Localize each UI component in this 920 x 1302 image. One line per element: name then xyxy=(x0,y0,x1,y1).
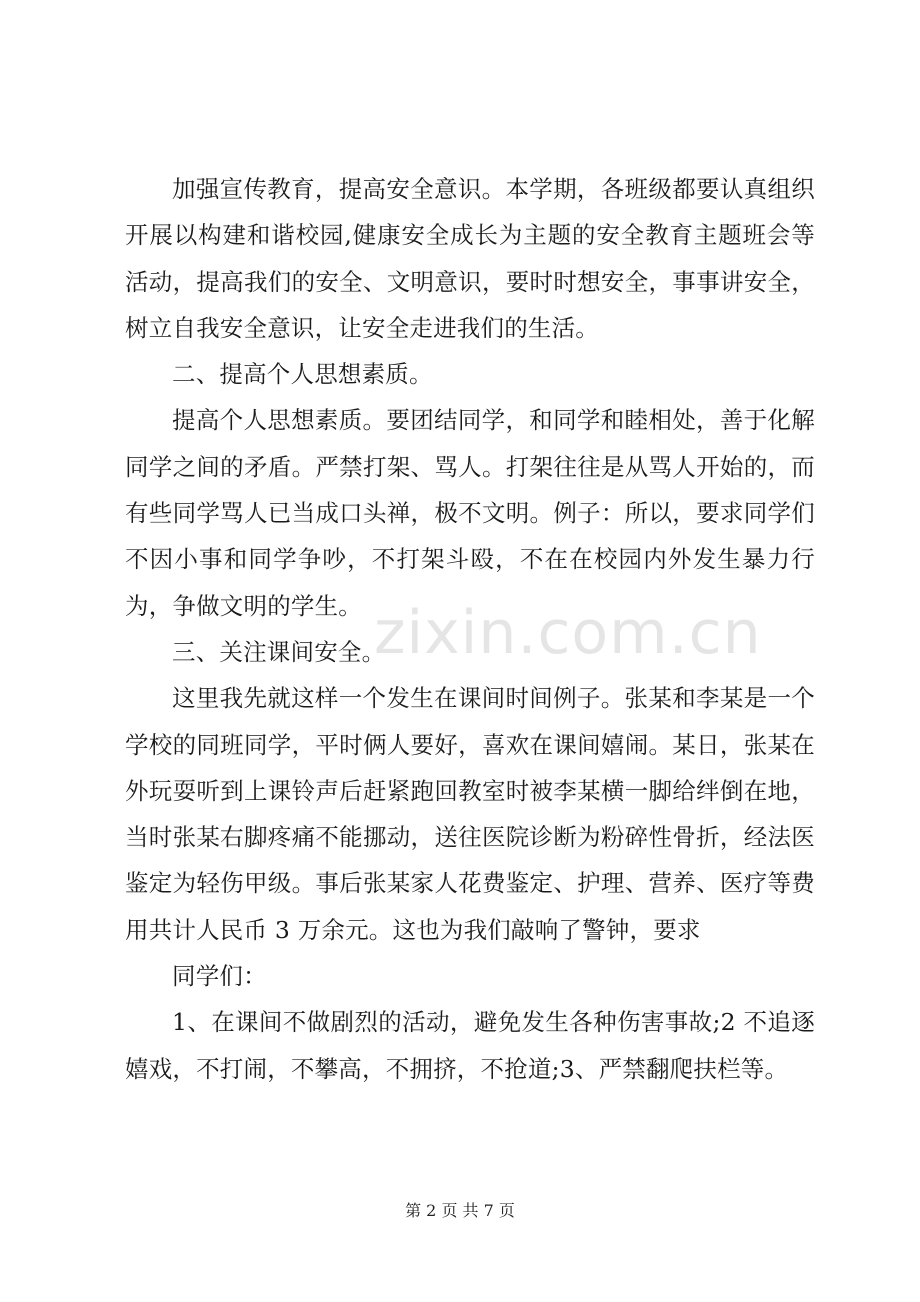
page-footer: 第 2 页 共 7 页 xyxy=(405,1201,515,1220)
paragraph-personal-quality: 提高个人思想素质。要团结同学，和同学和睦相处，善于化解同学之间的矛盾。严禁打架、骂人。打架往往是从骂人开始的，而有些同学骂人已当成口头禅，极不文明。例子：所以，要求同学们不因小事和同学争吵，不打架斗殴，不在在校园内外发生暴力行为，争做文明的学生。 xyxy=(125,406,815,620)
paragraph-safety-education: 加强宣传教育，提高安全意识。本学期，各班级都要认真组织开展以构建和谐校园,健康安全成长为主题的安全教育主题班会等活动，提高我们的安全、文明意识，要时时想安全，事事讲安全，树立自我安全意识，让安全走进我们的生活。 xyxy=(125,175,815,342)
paragraph-rules-list: 1、在课间不做剧烈的活动，避免发生各种伤害事故;2 不追逐嬉戏，不打闹，不攀高，不拥挤，不抢道;3、严禁翻爬扶栏等。 xyxy=(125,1008,815,1083)
heading-section-two: 二、提高个人思想素质。 xyxy=(172,360,433,389)
watermark: zixin.com.cn xyxy=(374,598,762,668)
heading-section-three: 三、关注课间安全。 xyxy=(172,637,386,666)
paragraph-students-address: 同学们： xyxy=(172,962,267,991)
paragraph-recess-example: 这里我先就这样一个发生在课间时间例子。张某和李某是一个学校的同班同学，平时俩人要好，喜欢在课间嬉闹。某日，张某在外玩耍听到上课铃声后赶紧跑回教室时被李某横一脚给绊倒在地，当时张某右脚疼痛不能挪动，送往医院诊断为粉碎性骨折，经法医鉴定为轻伤甲级。事后张某家人花费鉴定、护理、营养、医疗等费用共计人民币 3 万余元。这也为我们敲响了警钟，要求 xyxy=(125,684,815,944)
